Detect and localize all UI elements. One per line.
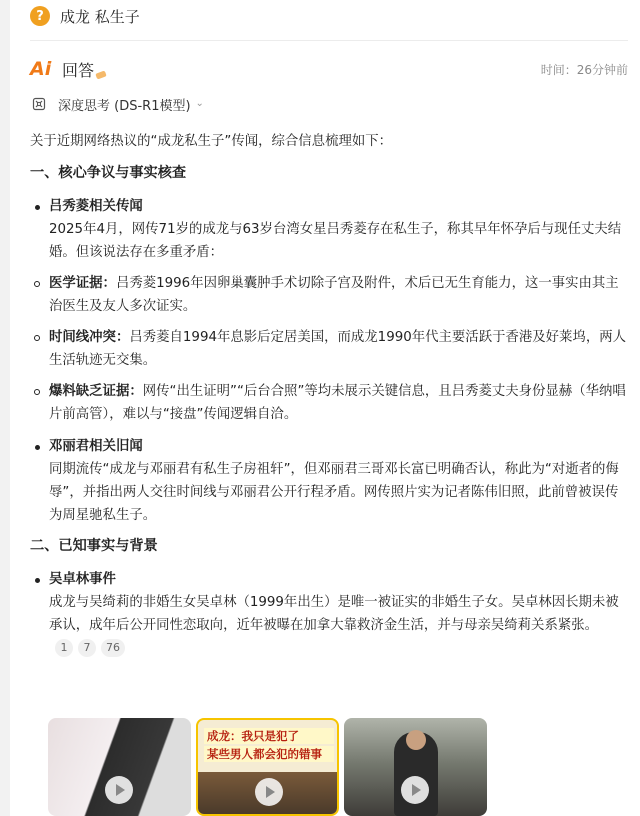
question-row[interactable] bbox=[30, 0, 140, 32]
deep-think-toggle[interactable] bbox=[32, 94, 204, 114]
sub-bullet bbox=[34, 335, 40, 341]
divider bbox=[30, 40, 628, 41]
item-title: 吕秀菱相关传闻 bbox=[49, 199, 143, 214]
left-gutter bbox=[0, 0, 10, 816]
sub-item-label: 爆料缺乏证据： bbox=[49, 384, 143, 399]
sub-list-item bbox=[30, 272, 628, 318]
sub-list-item bbox=[30, 326, 628, 372]
chevron-down-icon: ⌄ bbox=[195, 97, 204, 109]
section-heading: 一、核心争议与事实核查 bbox=[30, 165, 187, 181]
sub-item-label: 医学证据： bbox=[49, 276, 116, 291]
ai-logo-icon: Ai bbox=[30, 58, 52, 80]
bullet bbox=[35, 445, 40, 450]
video-caption bbox=[204, 728, 334, 764]
answer-title: 回答 bbox=[62, 60, 95, 80]
video-thumbnail[interactable] bbox=[48, 718, 191, 816]
reference-badge[interactable]: 1 bbox=[55, 639, 73, 657]
play-icon bbox=[401, 776, 429, 804]
play-icon bbox=[105, 776, 133, 804]
sub-bullet bbox=[34, 281, 40, 287]
section-heading: 二、已知事实与背景 bbox=[30, 538, 158, 554]
item-title: 邓丽君相关旧闻 bbox=[49, 439, 143, 454]
video-thumbnail[interactable] bbox=[196, 718, 339, 816]
intro-text: 关于近期网络热议的“成龙私生子”传闻，综合信息梳理如下： bbox=[30, 134, 393, 149]
bullet bbox=[35, 205, 40, 210]
pen-decoration-icon bbox=[95, 70, 106, 79]
list-item bbox=[30, 195, 628, 264]
sub-item-text: 吕秀菱1996年因卵巢囊肿手术切除子宫及附件，术后已无生育能力，这一事实由其主治医生及友人多次证实。 bbox=[49, 276, 619, 314]
item-title: 吴卓林事件 bbox=[49, 572, 116, 587]
reference-badges bbox=[55, 639, 125, 657]
caption-line: 成龙：我只是犯了 bbox=[204, 728, 334, 744]
deep-think-icon bbox=[32, 97, 46, 111]
question-text: 成龙 私生子 bbox=[60, 7, 140, 26]
reference-badge[interactable]: 7 bbox=[78, 639, 96, 657]
question-mark-icon: ? bbox=[30, 6, 50, 26]
reference-badge[interactable]: 76 bbox=[101, 639, 125, 657]
item-text-body: 成龙与吴绮莉的非婚生女吴卓林（1999年出生）是唯一被证实的非婚生子女。吴卓林因长期未被承认，成年后公开同性恋取向，近年被曝在加拿大靠救济金生活，并与母亲吴绮莉关系紧张。 bbox=[49, 595, 619, 633]
item-text bbox=[49, 591, 628, 660]
deep-think-label: 深度思考 (DS-R1模型) bbox=[58, 98, 191, 114]
list-item bbox=[30, 568, 628, 660]
item-text: 2025年4月，网传71岁的成龙与63岁台湾女星吕秀菱存在私生子，称其早年怀孕后与现任丈夫结婚。但该说法存在多重矛盾： bbox=[49, 222, 622, 260]
answer-timestamp: 时间：26分钟前 bbox=[540, 62, 628, 77]
sub-item-text: 吕秀菱自1994年息影后定居美国，而成龙1990年代主要活跃于香港及好莱坞，两人生活轨迹无交集。 bbox=[49, 330, 626, 368]
bullet bbox=[35, 578, 40, 583]
item-text: 同期流传“成龙与邓丽君有私生子房祖轩”，但邓丽君三哥邓长富已明确否认，称此为“对逝者的侮辱”，并指出两人交往时间线与邓丽君公开行程矛盾。网传照片实为记者陈伟旧照，此前曾被误传为周星驰私生子。 bbox=[49, 462, 619, 523]
video-thumbnail[interactable] bbox=[344, 718, 487, 816]
sub-list-item bbox=[30, 380, 628, 426]
video-carousel bbox=[48, 718, 487, 816]
sub-bullet bbox=[34, 389, 40, 395]
play-icon bbox=[255, 778, 283, 806]
answer-content bbox=[30, 130, 628, 660]
caption-line: 某些男人都会犯的错事 bbox=[204, 746, 334, 762]
answer-header bbox=[30, 56, 628, 82]
sub-item-text: 网传“出生证明”“后台合照”等均未展示关键信息，且吕秀菱丈夫身份显赫（华纳唱片前高管），难以与“接盘”传闻逻辑自洽。 bbox=[49, 384, 626, 422]
sub-item-label: 时间线冲突： bbox=[49, 330, 130, 345]
list-item bbox=[30, 435, 628, 527]
